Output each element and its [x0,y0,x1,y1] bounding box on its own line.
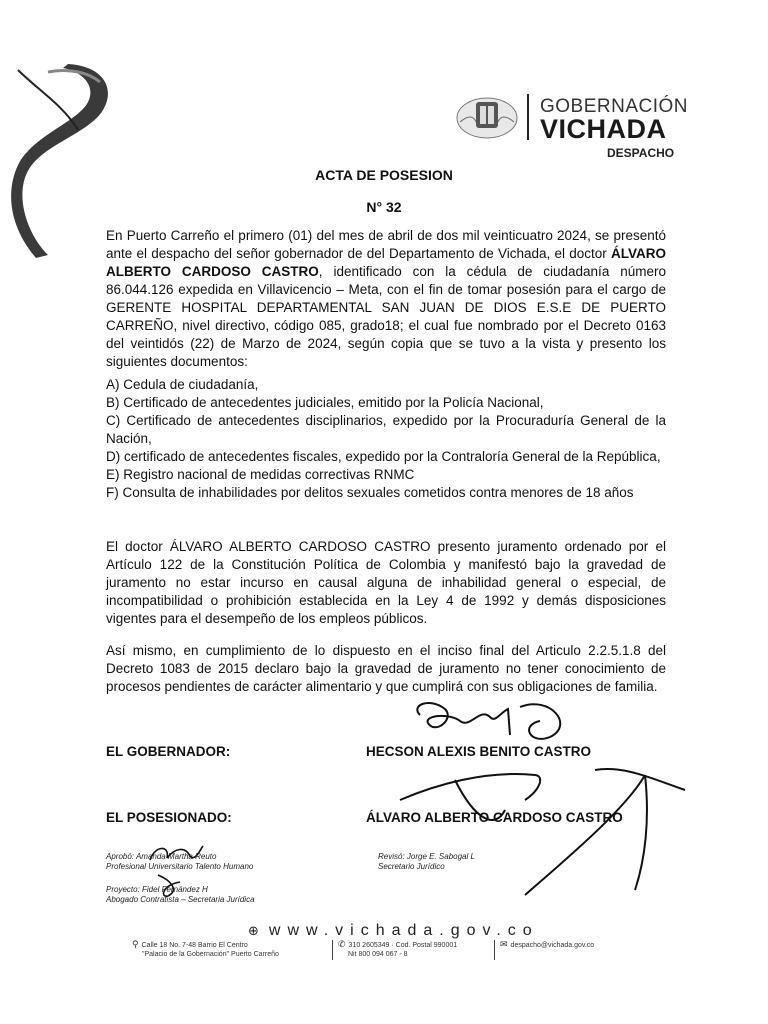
list-item: E) Registro nacional de medidas correctivas RNMC [106,467,415,482]
list-item: C) Certificado de antecedentes disciplinarios, expedido por la Procuraduría General de la Nación, [106,413,666,446]
paragraph-intro-part-a: En Puerto Carreño el primero (01) del mes de abril de dos mil veinticuatro 2024, se presentó ante el despacho del señor gobernador de del Departamento de Vichada, el doctor [106,228,666,261]
paragraph-intro [106,227,666,371]
org-name-line1: GOBERNACIÓN [540,96,689,117]
footer-phone: ✆ 310 2605349 · Cod. Postal 990001 Nit 800 094 067 - 8 [338,939,458,958]
website-text: www.vichada.gov.co [268,922,539,939]
ribbon-decoration [8,60,118,260]
documents-list [106,376,666,502]
appointee-label: EL POSESIONADO: [106,810,232,825]
footer-divider [494,940,495,960]
footer-email[interactable]: ✉ despacho@vichada.gov.co [500,939,595,949]
governor-label: EL GOBERNADOR: [106,744,231,759]
appointee-signature [395,760,695,900]
document-number: N° 32 [366,199,402,215]
list-item: F) Consulta de inhabilidades por delitos sexuales cometidos contra menores de 18 años [106,485,634,500]
list-item: B) Certificado de antecedentes judiciales, emitido por la Policía Nacional, [106,395,544,410]
location-icon: ⚲ [132,939,139,949]
paragraph-intro-part-b: , identificado con la cédula de ciudadanía número 86.044.126 expedida en Villavicencio – Meta, con el fin de tomar posesión para el cargo de GERENTE HOSPITAL DEPARTAMENTAL SAN JUAN DE DIOS E.S.E DE PUERTO CARREÑO, nivel directivo, código 085, grado18; el cual fue nombrado por el Decreto 0163 del veintidós (22) de Marzo de 2024, según copia que se tuvo a la vista y presento los siguientes documentos: [106,264,666,369]
coat-of-arms-icon [452,92,522,142]
appointee-name-bold: ÁLVARO ALBERTO CARDOSO CASTRO [106,246,666,279]
paragraph-declaration: Así mismo, en cumplimiento de lo dispuesto en el inciso final del Articulo 2.2.5.1.8 del Decreto 1083 de 2015 declaro bajo la gravedad de juramento no tener conocimiento de procesos pendientes de carácter alimentario y que cumplirá con sus obligaciones de familia. [106,643,666,694]
approved-by: Aprobó: Amanda Martha Reuto Profesional Universitario Talento Humano [106,852,254,871]
list-item: A) Cedula de ciudadanía, [106,377,259,392]
governor-name: HECSON ALEXIS BENITO CASTRO [366,744,592,759]
org-name-line2: VICHADA [540,114,667,144]
office-name: DESPACHO [607,146,675,160]
website-link[interactable] [248,922,539,940]
globe-icon: ⊕ [248,923,266,938]
phone-icon: ✆ [338,939,346,949]
header-logo [452,90,692,160]
paragraph-oath: El doctor ÁLVARO ALBERTO CARDOSO CASTRO presento juramento ordenado por el Artículo 122 de la Constitución Política de Colombia y manifestó bajo la gravedad de juramento no estar incurso en causal alguna de inhabilidad general o especial, de incompatibilidad o prohibición establecida en la Ley 4 de 1992 y demás disposiciones vigentes para el desempeño de los empleos públicos. [106,539,666,626]
footer-address: ⚲ Calle 18 No. 7-48 Barrio El Centro "Palacio de la Gobernación" Puerto Carreño [132,939,279,958]
appointee-name: ÁLVARO ALBERTO CARDOSO CASTRO [366,810,623,825]
footer-divider [332,940,333,960]
reviewed-by: Revisó: Jorge E. Sabogal L Secretario Jurídico [378,852,475,871]
list-item: D) certificado de antecedentes fiscales, expedido por la Contraloría General de la República, [106,449,661,464]
mail-icon: ✉ [500,939,508,949]
projected-by: Proyecto: Fidel Fernández H Abogado Contratista – Secretaria Jurídica [106,885,255,904]
document-title: ACTA DE POSESION [315,167,453,183]
logo-divider [527,94,529,140]
